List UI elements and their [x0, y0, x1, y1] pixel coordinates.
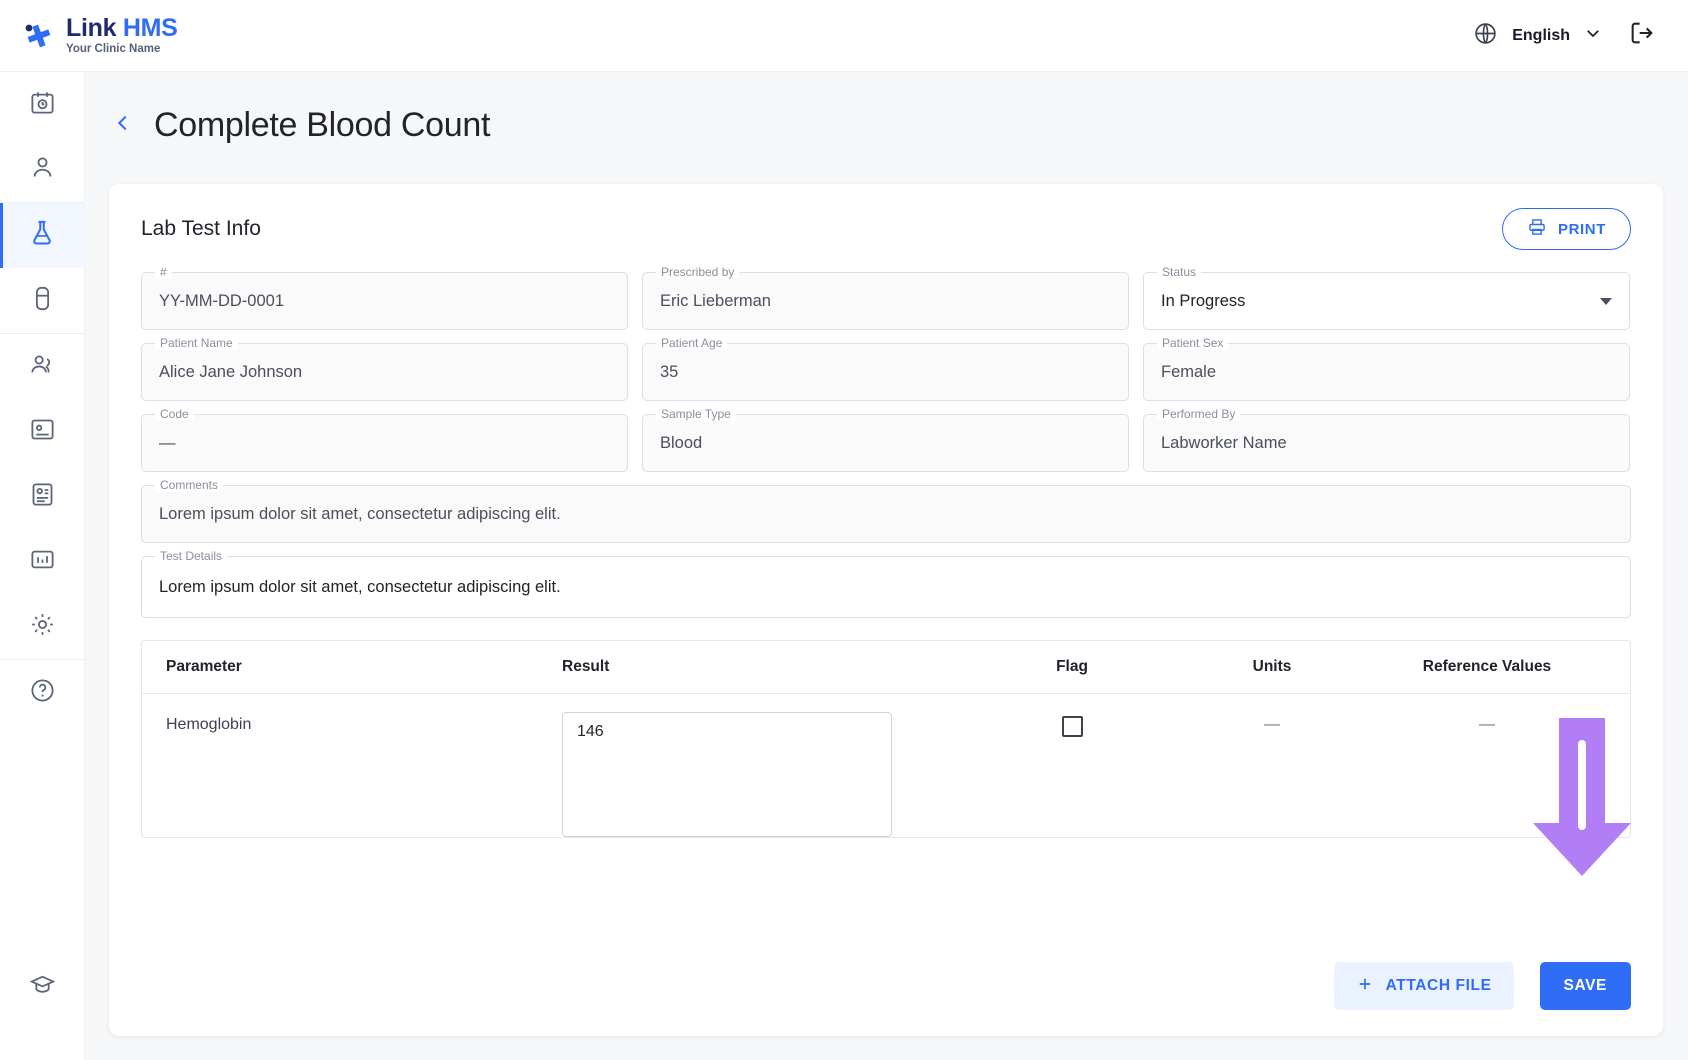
sidebar-item-billing[interactable]: [0, 464, 85, 529]
globe-icon: [1473, 21, 1498, 51]
sample-type-value: Blood: [660, 433, 703, 452]
attach-file-label: ATTACH FILE: [1385, 977, 1492, 994]
top-bar-right: [1473, 19, 1656, 52]
patient-sex-label: Patient Sex: [1157, 336, 1228, 350]
performed-by-value: Labworker Name: [1161, 433, 1287, 452]
performed-by-label: Performed By: [1157, 407, 1240, 421]
reports-chart-icon: [29, 546, 56, 578]
patient-name-label: Patient Name: [155, 336, 238, 350]
sidebar-item-appointments[interactable]: [0, 72, 85, 137]
printer-icon: [1527, 217, 1547, 241]
cell-flag: [962, 712, 1182, 742]
form-row-1: [141, 265, 1631, 330]
status-label: Status: [1157, 265, 1201, 279]
main-content: [85, 72, 1688, 1060]
sidebar-item-staff[interactable]: [0, 334, 85, 399]
prescribed-by-label: Prescribed by: [656, 265, 739, 279]
prescribed-by-value: Eric Lieberman: [660, 291, 771, 310]
prescribed-by-field[interactable]: [642, 265, 1129, 330]
print-button[interactable]: [1502, 208, 1631, 250]
brand-name: Link HMS: [66, 13, 178, 42]
page-title: Complete Blood Count: [154, 106, 491, 144]
sidebar-item-reports[interactable]: [0, 529, 85, 594]
flag-checkbox[interactable]: [1062, 716, 1083, 737]
patient-age-value: 35: [660, 362, 679, 381]
comments-label: Comments: [155, 478, 223, 492]
chevron-down-icon[interactable]: [1584, 24, 1602, 47]
attach-file-button[interactable]: [1334, 962, 1514, 1010]
patient-sex-value: Female: [1161, 362, 1217, 381]
table-header-row: [142, 641, 1630, 694]
sidebar-item-laboratory[interactable]: [0, 203, 85, 268]
code-field[interactable]: [141, 407, 628, 472]
top-bar: [0, 0, 1688, 72]
code-value: —: [159, 433, 176, 452]
plus-icon: [1356, 975, 1374, 998]
number-field-label: #: [155, 265, 172, 279]
brand-tagline: Your Clinic Name: [66, 42, 161, 55]
logout-icon[interactable]: [1628, 19, 1656, 52]
results-table: [141, 640, 1631, 838]
card-title: Lab Test Info: [141, 217, 261, 240]
column-header-result: Result: [562, 658, 610, 675]
staff-group-icon: [29, 351, 56, 383]
settings-gear-icon: [29, 611, 56, 643]
sidebar-item-education[interactable]: [0, 955, 85, 1020]
result-input[interactable]: 146: [562, 712, 892, 837]
sample-type-field[interactable]: [642, 407, 1129, 472]
sidebar-item-pharmacy[interactable]: [0, 268, 85, 333]
table-row: [142, 694, 1630, 837]
pharmacy-pill-icon: [29, 285, 56, 317]
back-chevron-icon[interactable]: [112, 110, 134, 142]
cross-logo-icon: [22, 19, 56, 53]
status-select[interactable]: [1143, 265, 1630, 330]
test-details-field[interactable]: [141, 549, 1631, 618]
comments-field[interactable]: [141, 478, 1631, 543]
print-button-label: PRINT: [1558, 220, 1606, 238]
column-header-units: Units: [1252, 658, 1292, 675]
sidebar-item-patients[interactable]: [0, 137, 85, 202]
number-field[interactable]: [141, 265, 628, 330]
column-header-reference: Reference Values: [1422, 658, 1552, 675]
comments-value: Lorem ipsum dolor sit amet, consectetur adipiscing elit.: [159, 504, 561, 523]
patient-person-icon: [29, 154, 56, 186]
cell-units: —: [1264, 716, 1280, 733]
form-row-comments: [141, 478, 1631, 543]
brand-logo-group[interactable]: [22, 13, 178, 56]
column-header-parameter: Parameter: [166, 658, 242, 675]
sidebar-item-rooms[interactable]: [0, 399, 85, 464]
sample-type-label: Sample Type: [656, 407, 736, 421]
education-cap-icon: [29, 972, 56, 1004]
lab-flask-icon: [28, 219, 56, 252]
test-details-label: Test Details: [155, 549, 227, 563]
column-header-flag: Flag: [1056, 658, 1088, 675]
code-label: Code: [155, 407, 194, 421]
patient-sex-field[interactable]: [1143, 336, 1630, 401]
cell-result: [562, 712, 962, 837]
sidebar-item-settings[interactable]: [0, 594, 85, 659]
card-header: [141, 208, 1631, 250]
brand-text: [66, 13, 178, 56]
form-row-3: [141, 407, 1631, 472]
language-label: English: [1512, 26, 1570, 44]
card-actions: [1334, 962, 1631, 1010]
status-value: In Progress: [1161, 291, 1246, 310]
chevron-down-icon[interactable]: [1600, 298, 1612, 305]
patient-name-field[interactable]: [141, 336, 628, 401]
test-details-value: Lorem ipsum dolor sit amet, consectetur adipiscing elit.: [159, 577, 561, 596]
lab-test-card: [109, 184, 1663, 1036]
page-header: [85, 72, 1688, 145]
form-row-2: [141, 336, 1631, 401]
help-question-icon: [29, 677, 56, 709]
patient-name-value: Alice Jane Johnson: [159, 362, 303, 381]
language-selector[interactable]: [1473, 21, 1602, 51]
rooms-bed-icon: [29, 416, 56, 448]
number-field-value: YY-MM-DD-0001: [159, 291, 285, 310]
cell-reference: —: [1479, 716, 1495, 733]
sidebar: [0, 72, 85, 1060]
billing-invoice-icon: [29, 481, 56, 513]
form-row-test-details: [141, 549, 1631, 618]
patient-age-field[interactable]: [642, 336, 1129, 401]
save-button[interactable]: SAVE: [1540, 962, 1631, 1010]
sidebar-item-help[interactable]: [0, 660, 85, 725]
cell-parameter: Hemoglobin: [166, 716, 252, 733]
patient-age-label: Patient Age: [656, 336, 727, 350]
appointments-clock-icon: [29, 89, 56, 121]
performed-by-field[interactable]: [1143, 407, 1630, 472]
